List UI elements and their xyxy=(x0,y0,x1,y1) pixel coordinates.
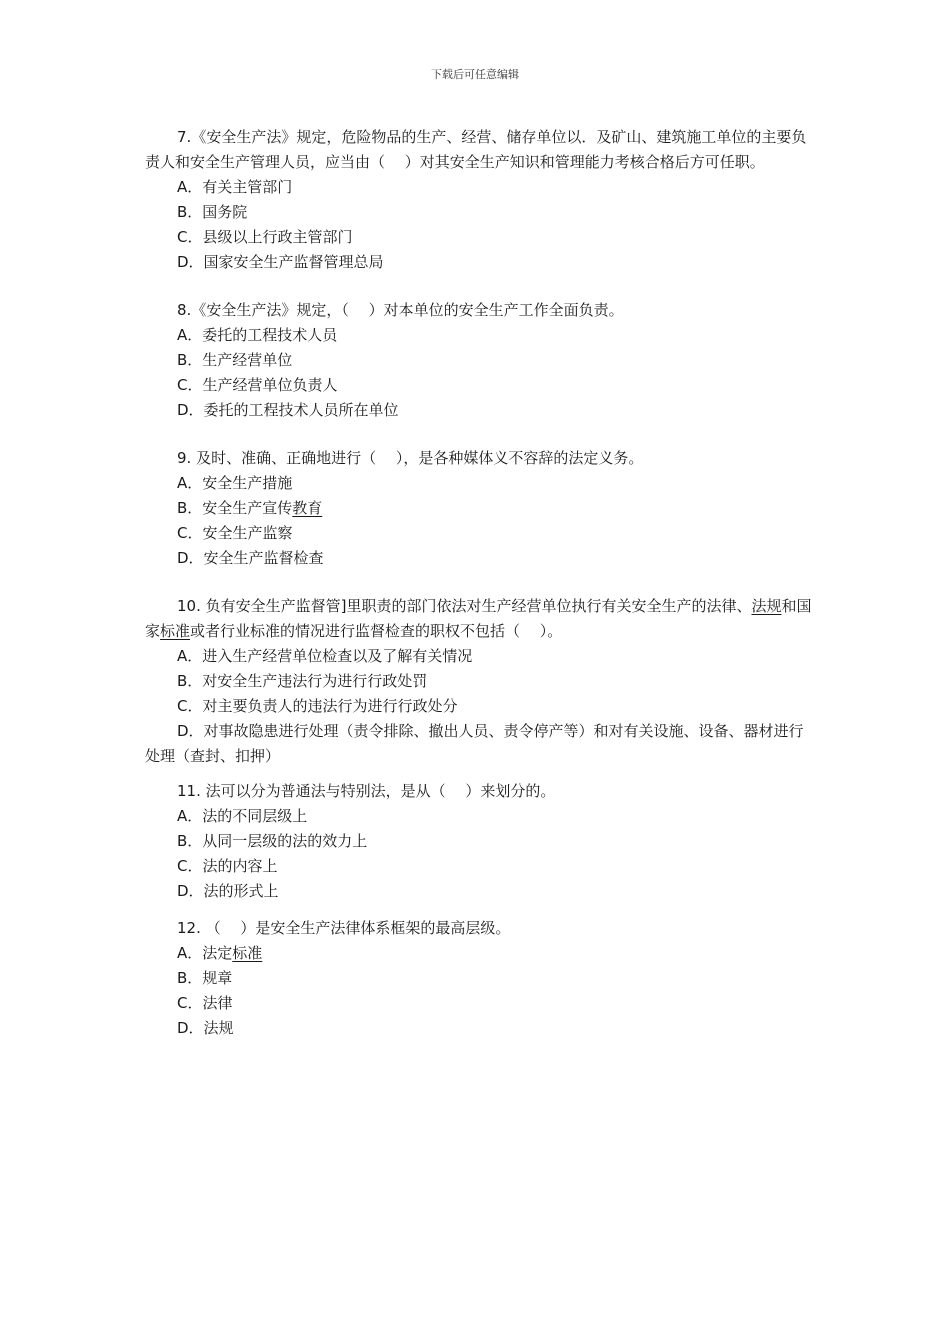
option-text: A．法定 xyxy=(177,944,233,962)
page-header: 下载后可任意编辑 xyxy=(431,68,519,81)
option-d: D．法规 xyxy=(177,1019,234,1037)
question-body: 法可以分为普通法与特别法，是从（ ）来划分的。 xyxy=(200,782,556,800)
question-text xyxy=(145,446,815,471)
underlined-link[interactable]: 标准 xyxy=(160,622,191,640)
option-d: D．法的形式上 xyxy=(177,882,279,900)
option-d: D．委托的工程技术人员所在单位 xyxy=(177,401,399,419)
option-a: A．安全生产措施 xyxy=(177,474,293,492)
question-9 xyxy=(145,446,815,571)
option-d: D．对事故隐患进行处理（责令排除、撤出人员、责令停产等）和对有关设施、设备、器材进行处理（查封、扣押） xyxy=(145,722,804,765)
question-text xyxy=(145,125,815,175)
question-body: （ ）是安全生产法律体系框架的最高层级。 xyxy=(200,919,511,937)
question-number: 10. xyxy=(177,597,201,615)
question-text xyxy=(145,298,815,323)
question-number: 12. xyxy=(177,919,201,937)
underlined-link[interactable]: 法规 xyxy=(751,597,782,615)
option-c: C．法律 xyxy=(177,994,233,1012)
option-b: B．从同一层级的法的效力上 xyxy=(177,832,368,850)
question-text xyxy=(145,916,815,941)
option-b xyxy=(145,496,815,521)
option-b: B．规章 xyxy=(177,969,233,987)
option-b: B．国务院 xyxy=(177,203,248,221)
option-c: C．县级以上行政主管部门 xyxy=(177,228,353,246)
option-a: A．进入生产经营单位检查以及了解有关情况 xyxy=(177,647,473,665)
question-body-part-1: 负有安全生产监督管]里职责的部门依法对生产经营单位执行有关安全生产的法律、 xyxy=(200,597,752,615)
option-c: C．对主要负责人的违法行为进行行政处分 xyxy=(177,697,458,715)
option-a: A．有关主管部门 xyxy=(177,178,293,196)
option-b: B．生产经营单位 xyxy=(177,351,293,369)
option-c: C．法的内容上 xyxy=(177,857,278,875)
question-list xyxy=(145,125,815,1064)
question-number: 7. xyxy=(177,128,192,146)
option-text: B．安全生产宣传 xyxy=(177,499,293,517)
option-d: D．国家安全生产监督管理总局 xyxy=(177,253,384,271)
option-a: A．法的不同层级上 xyxy=(177,807,308,825)
question-number: 8. xyxy=(177,301,192,319)
option-a xyxy=(145,941,815,966)
option-b: B．对安全生产违法行为进行行政处罚 xyxy=(177,672,428,690)
question-11 xyxy=(145,779,815,904)
question-12 xyxy=(145,916,815,1041)
question-number: 9. xyxy=(177,449,192,467)
option-c: C．安全生产监察 xyxy=(177,524,293,542)
question-10 xyxy=(145,594,815,769)
option-c: C．生产经营单位负责人 xyxy=(177,376,338,394)
question-body: 及时、准确、正确地进行（ ），是各种媒体义不容辞的法定义务。 xyxy=(191,449,644,467)
question-text xyxy=(145,779,815,804)
question-body-part-3: 或者行业标准的情况进行监督检查的职权不包括（ ）。 xyxy=(190,622,563,640)
question-8 xyxy=(145,298,815,423)
option-a: A．委托的工程技术人员 xyxy=(177,326,338,344)
question-body: 《安全生产法》规定，危险物品的生产、经营、储存单位以．及矿山、建筑施工单位的主要负责人和安全生产管理人员，应当由（ ）对其安全生产知识和管理能力考核合格后方可任职。 xyxy=(145,128,807,171)
option-d: D．安全生产监督检查 xyxy=(177,549,324,567)
question-text xyxy=(145,594,815,644)
question-body-part-2: 和国家 xyxy=(145,597,812,640)
question-body: 《安全生产法》规定，（ ）对本单位的安全生产工作全面负责。 xyxy=(191,301,624,319)
question-7 xyxy=(145,125,815,275)
underlined-link[interactable]: 标准 xyxy=(232,944,263,962)
question-number: 11. xyxy=(177,782,201,800)
underlined-link[interactable]: 教育 xyxy=(292,499,323,517)
